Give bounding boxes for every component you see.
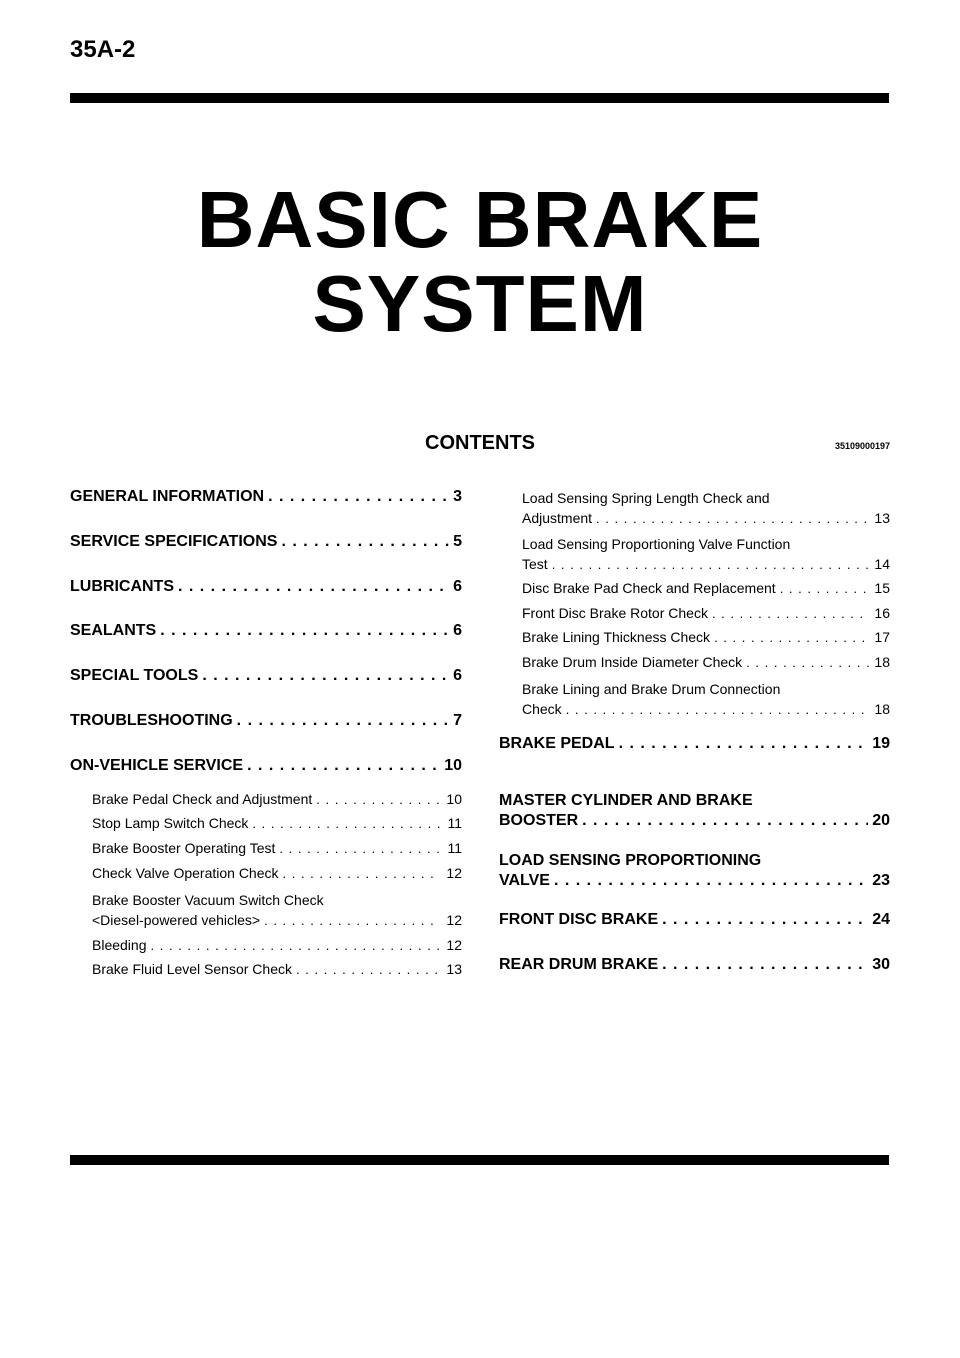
footer-rule (70, 1155, 889, 1165)
toc-entry-brake-lining-thickness-check[interactable] (499, 629, 890, 654)
toc-label-line-1: LOAD SENSING PROPORTIONING (499, 851, 762, 869)
toc-label: REAR DRUM BRAKE (499, 955, 659, 973)
toc-entry-check-valve-operation-check[interactable] (70, 865, 462, 890)
toc-label: Bleeding (92, 936, 147, 953)
toc-entry-on-vehicle-service[interactable] (70, 757, 462, 791)
toc-page: 6 (453, 622, 462, 640)
toc-entry-brake-booster-operating-test[interactable] (70, 840, 462, 865)
toc-entry-load-sensing-spring-length-check[interactable] (499, 488, 890, 534)
toc-label-line-1: MASTER CYLINDER AND BRAKE (499, 791, 753, 809)
page-title (0, 175, 960, 348)
toc-label: SERVICE SPECIFICATIONS (70, 532, 278, 550)
toc-label: Brake Pedal Check and Adjustment (92, 790, 313, 807)
toc-entry-disc-brake-pad-check[interactable] (499, 580, 890, 605)
toc-page: 6 (453, 667, 462, 685)
toc-entry-bleeding[interactable] (70, 937, 462, 962)
toc-label-line-1: Brake Lining and Brake Drum Connection (522, 680, 781, 697)
toc-entry-special-tools[interactable] (70, 667, 462, 712)
toc-label: SPECIAL TOOLS (70, 667, 199, 685)
toc-page: 13 (874, 510, 890, 526)
toc-page: 20 (872, 811, 890, 829)
toc-label-line-1: Brake Booster Vacuum Switch Check (92, 891, 324, 908)
toc-page: 23 (872, 871, 890, 889)
contents-heading: CONTENTS (425, 432, 535, 454)
toc-right-column (499, 488, 890, 1012)
toc-entry-master-cylinder-and-brake-booster[interactable] (499, 791, 890, 851)
toc-entry-front-disc-brake-rotor-check[interactable] (499, 605, 890, 630)
toc-label-line-1: Load Sensing Proportioning Valve Function (522, 536, 791, 552)
toc-entry-brake-drum-inside-diameter-check[interactable] (499, 654, 890, 679)
toc-page: 5 (453, 532, 462, 550)
toc-page: 17 (874, 629, 890, 646)
toc-label: Brake Booster Operating Test (92, 840, 276, 857)
page-number: 35A-2 (70, 36, 136, 63)
toc-entry-brake-pedal-check[interactable] (70, 791, 462, 816)
toc-entry-brake-lining-drum-connection-check[interactable] (499, 679, 890, 735)
toc-page: 18 (874, 654, 890, 671)
toc-entry-service-specifications[interactable] (70, 533, 462, 578)
toc-label: Brake Lining Thickness Check (522, 629, 711, 646)
toc-label-line-2: <Diesel-powered vehicles> (92, 911, 261, 928)
toc-entry-brake-booster-vacuum-switch-check[interactable] (70, 890, 462, 937)
toc-label: BRAKE PEDAL (499, 734, 615, 752)
toc-page: 16 (874, 604, 890, 621)
toc-label-line-2: BOOSTER (499, 811, 579, 829)
toc-label-line-1: Load Sensing Spring Length Check and (522, 490, 770, 506)
toc-page: 24 (872, 910, 890, 928)
toc-page: 11 (447, 840, 462, 857)
toc-entry-brake-pedal[interactable] (499, 735, 890, 791)
toc-entry-load-sensing-valve-function-test[interactable] (499, 534, 890, 580)
toc-label: Disc Brake Pad Check and Replacement (522, 580, 776, 596)
toc-label-line-2: Test (522, 556, 548, 572)
toc-entry-sealants[interactable] (70, 622, 462, 667)
toc-entry-lubricants[interactable] (70, 578, 462, 623)
toc-page: 3 (453, 488, 462, 505)
toc-label: Brake Drum Inside Diameter Check (522, 654, 743, 671)
toc-entry-load-sensing-proportioning-valve[interactable] (499, 851, 890, 911)
toc-label: Check Valve Operation Check (92, 864, 279, 881)
toc-entry-brake-fluid-level-sensor-check[interactable] (70, 961, 462, 986)
toc-entry-front-disc-brake[interactable] (499, 911, 890, 956)
toc-page: 14 (874, 556, 890, 572)
toc-entry-general-information[interactable] (70, 488, 462, 533)
toc-label-line-2: VALVE (499, 871, 550, 889)
toc-page: 10 (446, 790, 462, 807)
toc-page: 18 (874, 700, 890, 717)
toc-left-column (70, 488, 462, 986)
toc-page: 12 (446, 864, 462, 881)
toc-label: TROUBLESHOOTING (70, 711, 233, 729)
toc-label: Stop Lamp Switch Check (92, 815, 249, 832)
toc-entry-rear-drum-brake[interactable] (499, 956, 890, 1012)
toc-page: 15 (874, 580, 890, 596)
toc-label: SEALANTS (70, 622, 157, 640)
toc-page: 13 (446, 961, 462, 978)
toc-entry-stop-lamp-switch-check[interactable] (70, 815, 462, 840)
title-line-1: BASIC BRAKE (196, 175, 764, 264)
toc-page: 6 (453, 577, 462, 595)
toc-label: GENERAL INFORMATION (70, 488, 265, 505)
toc-page: 30 (872, 955, 890, 973)
toc-label: ON-VEHICLE SERVICE (70, 756, 244, 774)
toc-label-line-2: Adjustment (522, 510, 593, 526)
toc-page: 12 (446, 936, 462, 953)
header-rule (70, 93, 889, 103)
toc-label: Front Disc Brake Rotor Check (522, 604, 708, 621)
toc-entry-troubleshooting[interactable] (70, 712, 462, 757)
toc-page: 12 (446, 911, 462, 928)
toc-page: 19 (872, 734, 890, 752)
toc-page: 7 (453, 711, 462, 729)
toc-page: 11 (447, 815, 462, 832)
toc-label-line-2: Check (522, 700, 562, 717)
toc-label: LUBRICANTS (70, 577, 174, 595)
toc-label: Brake Fluid Level Sensor Check (92, 961, 292, 978)
title-line-2: SYSTEM (312, 259, 648, 348)
document-code: 35109000197 (834, 441, 890, 451)
toc-page: 10 (444, 756, 462, 774)
toc-label: FRONT DISC BRAKE (499, 910, 659, 928)
